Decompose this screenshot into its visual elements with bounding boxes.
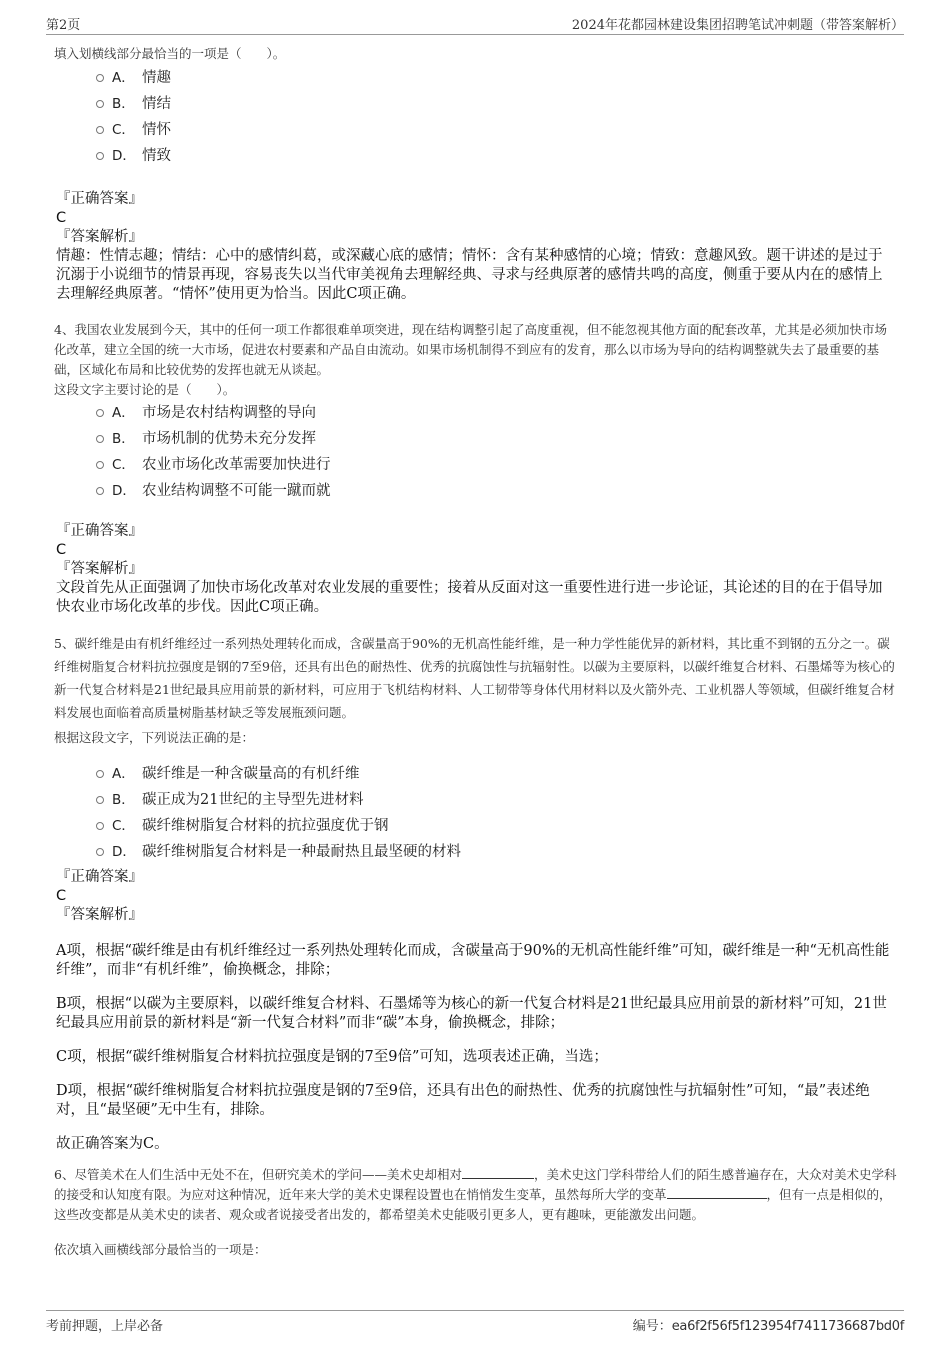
q4-option-d[interactable]: D． 农业结构调整不可能一蹴而就 (96, 476, 331, 502)
q4-stem: 4、我国农业发展到今天，其中的任何一项工作都很难单项突进，现在结构调整引起了高度重视，但不能忽视其他方面的配套改革，尤其是必须加快市场化改革，建立全国的统一大市场，促进农村要素和产品自由流动。如果市场机制得不到应有的发育，那么以市场为导向的结构调整就失去了最重要的基础，区域化布局和比较优势的发挥也就无从谈起。 (54, 322, 887, 377)
q3-option-a[interactable]: A． 情趣 (96, 63, 171, 89)
radio-icon[interactable] (96, 435, 104, 443)
radio-icon[interactable] (96, 461, 104, 469)
q3-option-d[interactable]: D． 情致 (96, 141, 171, 167)
page-header (46, 12, 904, 35)
q3-options (96, 63, 171, 167)
q4-options (96, 398, 331, 502)
code-label: 编号： (632, 1319, 672, 1334)
analysis-text: 文段首先从正面强调了加快市场化改革对农业发展的重要性；接着从反面对这一重要性进行进一步论证，其论述的目的在于倡导加快农业市场化改革的步伐。因此C项正确。 (56, 580, 883, 615)
q6-stem (54, 1165, 898, 1225)
radio-icon[interactable] (96, 126, 104, 134)
q6-stem-part3: ，但有一点是相似的，这些改变都是从美术史的读者、观众或者说接受者出发的，都希望美术史能吸引更多人，更有趣味，更能激发出问题。 (54, 1187, 892, 1222)
radio-icon[interactable] (96, 848, 104, 856)
q5-option-d[interactable]: D． 碳纤维树脂复合材料是一种最耐热且最坚硬的材料 (96, 837, 461, 863)
code-value: ea6f2f56f5f123954f7411736687bd0f (671, 1319, 904, 1334)
radio-icon[interactable] (96, 770, 104, 778)
q5-analysis (56, 942, 894, 1169)
analysis-paragraph-c: C项，根据“碳纤维树脂复合材料抗拉强度是钢的7至9倍”可知，选项表述正确，当选； (56, 1049, 608, 1065)
q3-stem: 填入划横线部分最恰当的一项是（ ）。 (54, 46, 286, 61)
q6-stem-part2: ，美术史这门学科带给人们的陌生感普遍存在，大众对美术史学科的接受和认知度有限。为应对这种情况，近年来大学的美术史课程设置也在悄悄发生变革，虽然每所大学的变革 (54, 1167, 897, 1202)
q5-option-c[interactable]: C． 碳纤维树脂复合材料的抗拉强度优于钢 (96, 811, 461, 837)
correct-answer: C (56, 210, 67, 226)
q6-question: 依次填入画横线部分最恰当的一项是： (54, 1242, 267, 1257)
radio-icon[interactable] (96, 74, 104, 82)
answer-label: 『正确答案』 (56, 869, 143, 885)
radio-icon[interactable] (96, 100, 104, 108)
radio-icon[interactable] (96, 487, 104, 495)
radio-icon[interactable] (96, 409, 104, 417)
fill-blank-1 (462, 1166, 534, 1179)
q5-options (96, 759, 461, 863)
answer-label: 『正确答案』 (56, 523, 143, 539)
q4-option-a[interactable]: A． 市场是农村结构调整的导向 (96, 398, 331, 424)
correct-answer: C (56, 542, 67, 558)
analysis-text: 情趣：性情志趣；情结：心中的感情纠葛，或深藏心底的感情；情怀：含有某种感情的心境；情致：意趣风致。题干讲述的是过于沉溺于小说细节的情景再现，容易丧失以当代审美视角去理解经典、寻求与经典原著的感情共鸣的高度，侧重于要从内在的感情上去理解经典原著。“情怀”使用更为恰当。因此C项正确。 (56, 248, 883, 302)
answer-label: 『正确答案』 (56, 191, 143, 207)
q5-stem: 5、碳纤维是由有机纤维经过一系列热处理转化而成，含碳量高于90%的无机高性能纤维，是一种力学性能优异的新材料，其比重不到钢的五分之一。碳纤维树脂复合材料抗拉强度是钢的7至9倍，还具有出色的耐热性、优秀的抗腐蚀性与抗辐射性。以碳为主要原料，以碳纤维复合材料、石墨烯等为核心的新一代复合材料是21世纪最具应用前景的新材料，可应用于飞机结构材料、人工韧带等身体代用材料以及火箭外壳、工业机器人等领域，但碳纤维复合材料发展也面临着高质量树脂基材缺乏等发展瓶颈问题。 (54, 636, 895, 720)
footer-slogan: 考前押题，上岸必备 (46, 1319, 164, 1334)
q5-option-b[interactable]: B． 碳正成为21世纪的主导型先进材料 (96, 785, 461, 811)
fill-blank-2 (667, 1186, 767, 1199)
q4-option-b[interactable]: B． 市场机制的优势未充分发挥 (96, 424, 331, 450)
q6-stem-part1: 6、尽管美术在人们生活中无处不在，但研究美术的学问——美术史却相对 (54, 1167, 462, 1182)
radio-icon[interactable] (96, 152, 104, 160)
document-title: 2024年花都园林建设集团招聘笔试冲刺题（带答案解析） (571, 18, 904, 33)
q4-answer-block (56, 522, 894, 617)
q4-question: 这段文字主要讨论的是（ ）。 (54, 382, 236, 397)
page-footer (46, 1310, 904, 1335)
analysis-label: 『答案解析』 (56, 907, 143, 923)
correct-answer: C (56, 888, 67, 904)
q3-option-b[interactable]: B． 情结 (96, 89, 171, 115)
analysis-label: 『答案解析』 (56, 229, 143, 245)
analysis-paragraph-a: A项，根据“碳纤维是由有机纤维经过一系列热处理转化而成，含碳量高于90%的无机高性能纤维”可知，碳纤维是一种“无机高性能纤维”，而非“有机纤维”，偷换概念，排除； (56, 943, 890, 978)
q5-option-a[interactable]: A． 碳纤维是一种含碳量高的有机纤维 (96, 759, 461, 785)
radio-icon[interactable] (96, 796, 104, 804)
document-code (633, 1315, 904, 1334)
radio-icon[interactable] (96, 822, 104, 830)
analysis-paragraph-b: B项，根据“以碳为主要原料，以碳纤维复合材料、石墨烯等为核心的新一代复合材料是21世纪最具应用前景的新材料”可知，21世纪最具应用前景的新材料是“新一代复合材料”而非“碳”本身，偷换概念，排除； (56, 996, 887, 1031)
q5-answer-block (56, 868, 894, 925)
q3-answer-block (56, 190, 894, 304)
analysis-paragraph-d: D项，根据“碳纤维树脂复合材料抗拉强度是钢的7至9倍，还具有出色的耐热性、优秀的抗腐蚀性与抗辐射性”可知，“最”表述绝对，且“最坚硬”无中生有，排除。 (56, 1083, 870, 1118)
q3-option-c[interactable]: C． 情怀 (96, 115, 171, 141)
page-number: 第2页 (46, 18, 81, 33)
q5-question: 根据这段文字，下列说法正确的是： (54, 730, 255, 745)
analysis-conclusion: 故正确答案为C。 (56, 1136, 169, 1152)
q4-option-c[interactable]: C． 农业市场化改革需要加快进行 (96, 450, 331, 476)
analysis-label: 『答案解析』 (56, 561, 143, 577)
